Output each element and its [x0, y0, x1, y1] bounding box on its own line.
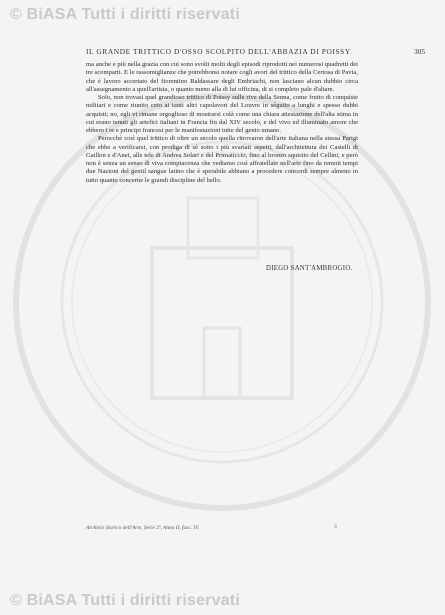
- paragraph-1: ma anche e più nella grazia con cui sono svolti molti degli episodi riprodotti nei numerosi quadretti dei tre scomparti. E le rassomiglianze che potrebbonsi notare cogli avori del trittico della Certosa di Pavia, che è lavoro accertato del fiorentino Baldassare degli Embriachi, non lasciano alcun dubbio circa all'assegnamento a quell'artista, o quanto meno alla di lui officina, di si completo pale d'altare.: [86, 61, 358, 93]
- footer-citation: Archivio Storico dell'Arte, Serie 2ª, Anno II, fasc. IV.: [86, 525, 200, 531]
- footer-signature-mark: 3: [334, 524, 337, 530]
- body-text: [86, 61, 358, 185]
- page-number: 305: [414, 47, 426, 56]
- author-signature: DIEGO SANT'AMBROGIO.: [266, 265, 353, 272]
- paragraph-2: Solo, non trovasi quel grandioso trittico di Poissy sulle rive della Senna, come frutto di conquiste militari e come riunito ceto ai tanti altri capolavori del Louvre in séguito a lunghi e spesso dubbi acquisti; no, egli vi rimane orgoglioso di mostrarsi colà come una chiara attestazione dell'alta stima in cui erano tenuti gli artefici italiani in Francia fin dal XIV secolo, e del vivo ed illuminato amore che ebbero i re e principi francesi per le manifestazioni tutte del genio umano.: [86, 94, 358, 134]
- watermark-bottom: © BiASA Tutti i diritti riservati: [10, 592, 240, 609]
- running-header: IL GRANDE TRITTICO D'OSSO SCOLPITO DELL'ABBAZIA DI POISSY: [86, 47, 351, 56]
- paragraph-3: Perocchè così quel trittico di oltre un secolo quella ritrovaron dell'arte italiana nella stessa Parigi che ebbe a verificarsi, con prodiga di sè sotto i più svariati aspetti, dall'architettura dei Castelli di Gaillon e d'Anet, alle tele di Andrea Solari e del Primaticcio, fino al bronzo squisito del Cellini, e però non è senza un senso di viva compiacenza che vediamo così affratellate nell'arte fino da remoti tempi due Nazioni del gentil sangue latino che è sperabile abbiano a procedere concordi sempre almeno in tutto quanto concerne le grandi discipline del bello.: [86, 135, 358, 184]
- watermark-top: © BiASA Tutti i diritti riservati: [10, 6, 240, 23]
